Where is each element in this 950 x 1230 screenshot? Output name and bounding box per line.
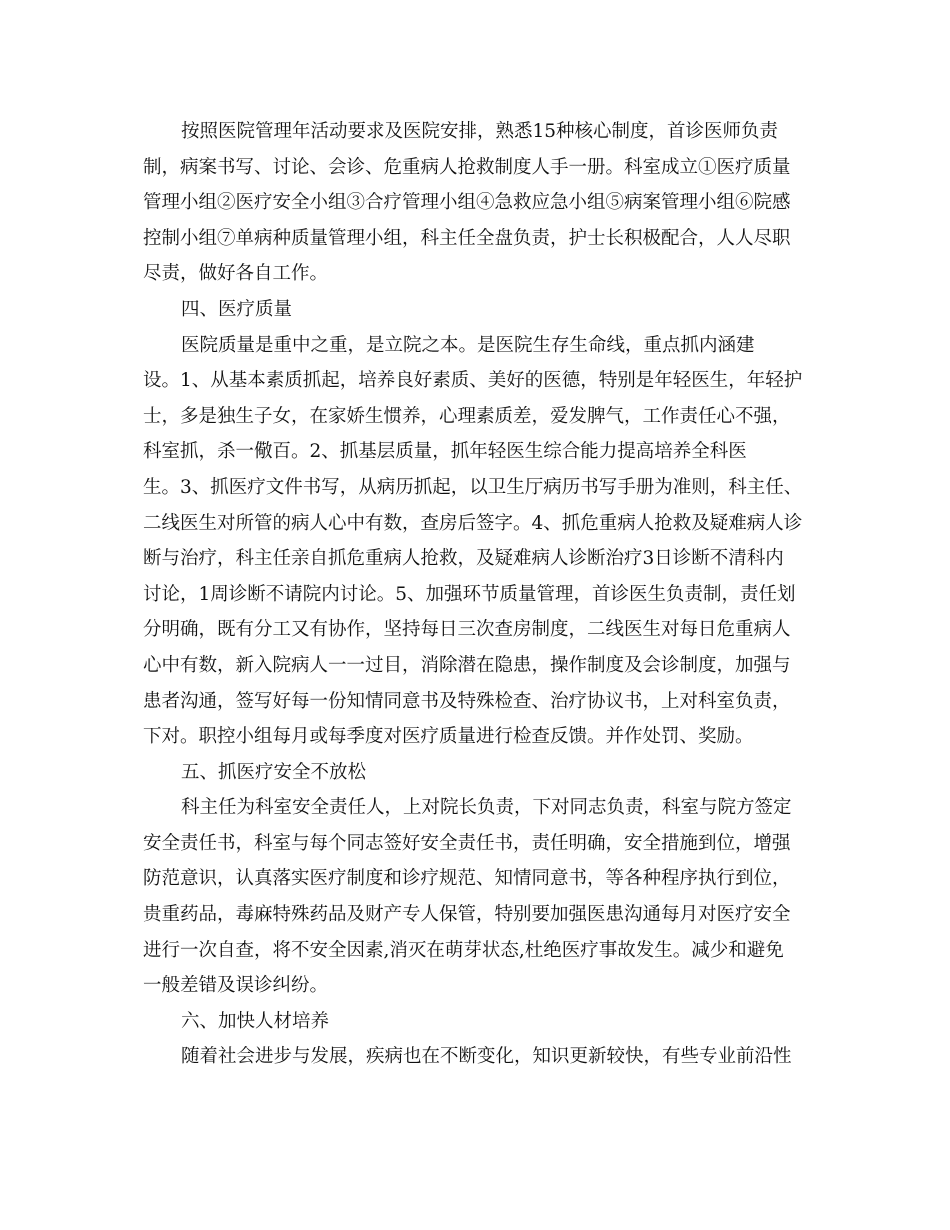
body-line: 心中有数，新入院病人一一过目，消除潜在隐患，操作制度及会诊制度，加强与: [143, 654, 791, 676]
body-line: 生。3、抓医疗文件书写，从病历抓起，以卫生厅病历书写手册为准则，科主任、: [143, 476, 803, 498]
body-line: 进行一次自查，将不安全因素,消灭在萌芽状态,杜绝医疗事故发生。减少和避免: [143, 939, 784, 961]
body-line: 分明确，既有分工又有协作，坚持每日三次查房制度，二线医生对每日危重病人: [143, 619, 791, 641]
body-line: 控制小组⑦单病种质量管理小组，科主任全盘负责，护士长积极配合，人人尽职: [143, 227, 791, 249]
body-line: 安全责任书，科室与每个同志签好安全责任书，责任明确，安全措施到位，增强: [143, 832, 791, 854]
body-line: 二线医生对所管的病人心中有数，查房后签字。4、抓危重病人抢救及疑难病人诊: [143, 512, 803, 534]
body-line: 设。1、从基本素质抓起，培养良好素质、美好的医德，特别是年轻医生，年轻护: [143, 370, 803, 392]
body-line: 患者沟通，签写好每一份知情同意书及特殊检查、治疗协议书，上对科室负责，: [143, 690, 791, 712]
section-heading-medical-safety: 五、抓医疗安全不放松: [181, 761, 367, 783]
body-line: 医院质量是重中之重，是立院之本。是医院生存生命线，重点抓内涵建: [181, 334, 755, 356]
body-line: 断与治疗，科主任亲自抓危重病人抢救，及疑难病人诊断治疗3日诊断不清科内: [143, 548, 784, 570]
body-line: 尽责，做好各自工作。: [143, 263, 329, 285]
body-line: 按照医院管理年活动要求及医院安排，熟悉15种核心制度，首诊医师负责: [181, 121, 779, 142]
body-line: 科室抓，杀一儆百。2、抓基层质量，抓年轻医生综合能力提高培养全科医: [143, 441, 747, 463]
section-heading-medical-quality: 四、医疗质量: [181, 298, 293, 320]
body-line: 管理小组②医疗安全小组③合疗管理小组④急救应急小组⑤病案管理小组⑥院感: [143, 192, 791, 214]
body-line: 一般差错及误诊纠纷。: [143, 975, 329, 997]
document-page: [143, 114, 803, 1075]
body-line: 贵重药品，毒麻特殊药品及财产专人保管，特别要加强医患沟通每月对医疗安全: [143, 904, 791, 926]
body-line: 防范意识，认真落实医疗制度和诊疗规范、知情同意书，等各种程序执行到位，: [143, 868, 791, 890]
body-line: 下对。职控小组每月或每季度对医疗质量进行检查反馈。并作处罚、奖励。: [143, 726, 754, 748]
section-heading-talent-training: 六、加快人材培养: [181, 1010, 330, 1032]
body-line: 士，多是独生子女，在家娇生惯养，心理素质差，爱发脾气，工作责任心不强，: [143, 405, 791, 427]
body-line: 随着社会进步与发展，疾病也在不断变化，知识更新较快，有些专业前沿性: [181, 1046, 792, 1068]
body-line: 制，病案书写、讨论、会诊、危重病人抢救制度人手一册。科室成立①医疗质量: [143, 156, 791, 178]
body-line: 科主任为科室安全责任人，上对院长负责，下对同志负责，科室与院方签定: [181, 797, 792, 819]
body-line: 讨论，1周诊断不请院内讨论。5、加强环节质量管理，首诊医生负责制，责任划: [143, 583, 796, 605]
